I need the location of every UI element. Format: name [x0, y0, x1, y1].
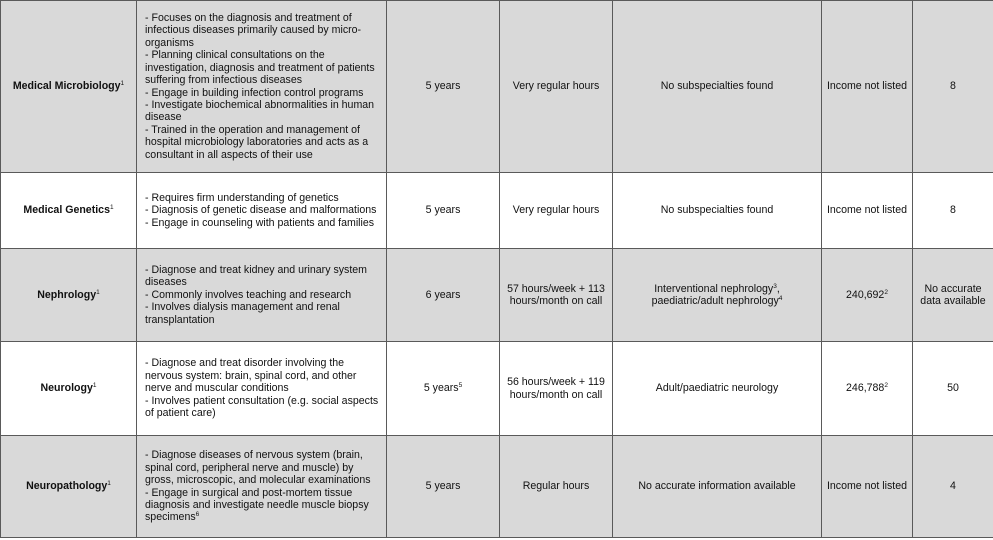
count: 4: [950, 480, 956, 493]
table-row: [1, 342, 993, 436]
work-hours: Very regular hours: [512, 204, 600, 217]
subspecialties-cell: [613, 173, 822, 249]
footnote-marker: 1: [109, 204, 114, 212]
subspecialties: Adult/paediatric neurology: [655, 382, 779, 395]
work-hours: Very regular hours: [512, 80, 600, 93]
description-line: - Engage in counseling with patients and families: [145, 216, 375, 229]
income: 240,692: [846, 288, 885, 301]
income: Income not listed: [826, 204, 908, 217]
specialty-name-cell: [1, 436, 137, 538]
count-cell: [913, 342, 993, 436]
footnote-marker: 4: [778, 295, 783, 302]
subspecialties: Interventional nephrology: [654, 282, 774, 295]
description-line: - Focuses on the diagnosis and treatment of infectious diseases primarily caused by micro-organisms: [145, 12, 362, 49]
description-line: - Diagnose diseases of nervous system (brain, spinal cord, peripheral nerve and muscle) by gross, microscopic, and molecular examinations: [145, 449, 371, 487]
description-line: - Investigate biochemical abnormalities in human disease: [145, 98, 375, 124]
specialty-name-cell: [1, 249, 137, 342]
count-cell: [913, 173, 993, 249]
description-line: - Engage in building infection control programs: [145, 86, 364, 99]
footnote-marker: 1: [96, 288, 100, 296]
description-line: [145, 487, 380, 524]
hours-cell: [500, 1, 613, 173]
table-row: [1, 249, 993, 342]
footnote-marker: 5: [458, 382, 463, 390]
description-cell: [137, 436, 387, 538]
work-hours: Regular hours: [522, 480, 590, 493]
count-cell: [913, 249, 993, 342]
footnote-marker: 2: [884, 288, 888, 296]
training-cell: [387, 436, 500, 538]
subspecialties-cell: Interventional nephrology$^3$, paediatric/adult nephrology$^4$: [613, 249, 822, 342]
training-duration: 5 years: [425, 480, 461, 493]
hours-cell: [500, 436, 613, 538]
specialty-name: Nephrology: [37, 288, 97, 301]
table-row: [1, 173, 993, 249]
specialty-name-cell: [1, 173, 137, 249]
income-cell: [822, 342, 913, 436]
description-cell: [137, 249, 387, 342]
specialty-name-cell: [1, 1, 137, 173]
income: Income not listed: [826, 80, 908, 93]
description-line: - Requires firm understanding of genetics: [145, 191, 339, 204]
income-cell: [822, 173, 913, 249]
subspecialties-second: paediatric/adult nephrology: [651, 295, 779, 307]
description-line: - Involves patient consultation (e.g. social aspects of patient care): [145, 394, 379, 420]
work-hours: 56 hours/week + 119 hours/month on call: [507, 376, 605, 401]
description-cell: [137, 1, 387, 173]
subspecialties-cell: [613, 1, 822, 173]
table-row: [1, 1, 993, 173]
footnote-marker: 2: [884, 382, 888, 390]
income-cell: [822, 436, 913, 538]
description-line: - Diagnose and treat disorder involving the nervous system: brain, spinal cord, and other nerve and muscular conditions: [145, 357, 357, 395]
subspecialties: No subspecialties found: [660, 80, 774, 93]
specialty-name-cell: [1, 342, 137, 436]
training-cell: [387, 173, 500, 249]
count: 50: [947, 382, 959, 395]
subspecialties-cell: [613, 436, 822, 538]
subspecialties: No accurate information available: [638, 480, 796, 493]
subspecialties: No subspecialties found: [660, 204, 774, 217]
work-hours: 57 hours/week + 113 hours/month on call: [507, 282, 605, 307]
footnote-marker: 3: [773, 282, 777, 290]
specialty-name: Medical Microbiology: [12, 80, 121, 93]
specialty-name: Neuropathology: [26, 480, 108, 493]
table-row: [1, 436, 993, 538]
description-line: - Trained in the operation and management of hospital microbiology laboratories and acts as a consultant in all aspects of their use: [145, 123, 369, 161]
description-line: - Involves dialysis management and renal transplantation: [145, 301, 340, 326]
description-line: - Commonly involves teaching and research: [145, 288, 352, 301]
training-duration: 5 years: [425, 204, 461, 217]
description-line: - Diagnose and treat kidney and urinary system diseases: [145, 263, 367, 289]
hours-cell: [500, 173, 613, 249]
income-cell: [822, 249, 913, 342]
training-cell: [387, 1, 500, 173]
income-cell: [822, 1, 913, 173]
count-cell: [913, 1, 993, 173]
training-cell: [387, 342, 500, 436]
footnote-marker: 1: [92, 382, 97, 390]
count-cell: [913, 436, 993, 538]
description-text: - Engage in surgical and post-mortem tissue diagnosis and investigate needle muscle biopsy specimens: [145, 486, 369, 524]
count: 8: [950, 80, 956, 93]
count: No accurate data available: [920, 282, 986, 307]
description-line: - Diagnosis of genetic disease and malformations: [145, 204, 377, 217]
footnote-marker: 6: [195, 511, 200, 519]
description-cell: [137, 342, 387, 436]
footnote-marker: 1: [107, 480, 111, 488]
footnote-marker: 1: [120, 80, 125, 88]
training-duration: 5 years: [423, 382, 459, 395]
income: 246,788: [846, 382, 885, 395]
training-duration: 5 years: [425, 80, 461, 93]
hours-cell: [500, 342, 613, 436]
description-line: - Planning clinical consultations on the investigation, diagnosis and treatment of patients suffering from infectious diseases: [145, 49, 375, 87]
description-cell: [137, 173, 387, 249]
subspecialties-cell: [613, 342, 822, 436]
specialty-name: Medical Genetics: [23, 204, 110, 217]
income: Income not listed: [826, 480, 908, 493]
count: 8: [950, 204, 956, 217]
training-cell: [387, 249, 500, 342]
training-duration: 6 years: [425, 288, 461, 301]
hours-cell: [500, 249, 613, 342]
specialty-name: Neurology: [40, 382, 93, 395]
